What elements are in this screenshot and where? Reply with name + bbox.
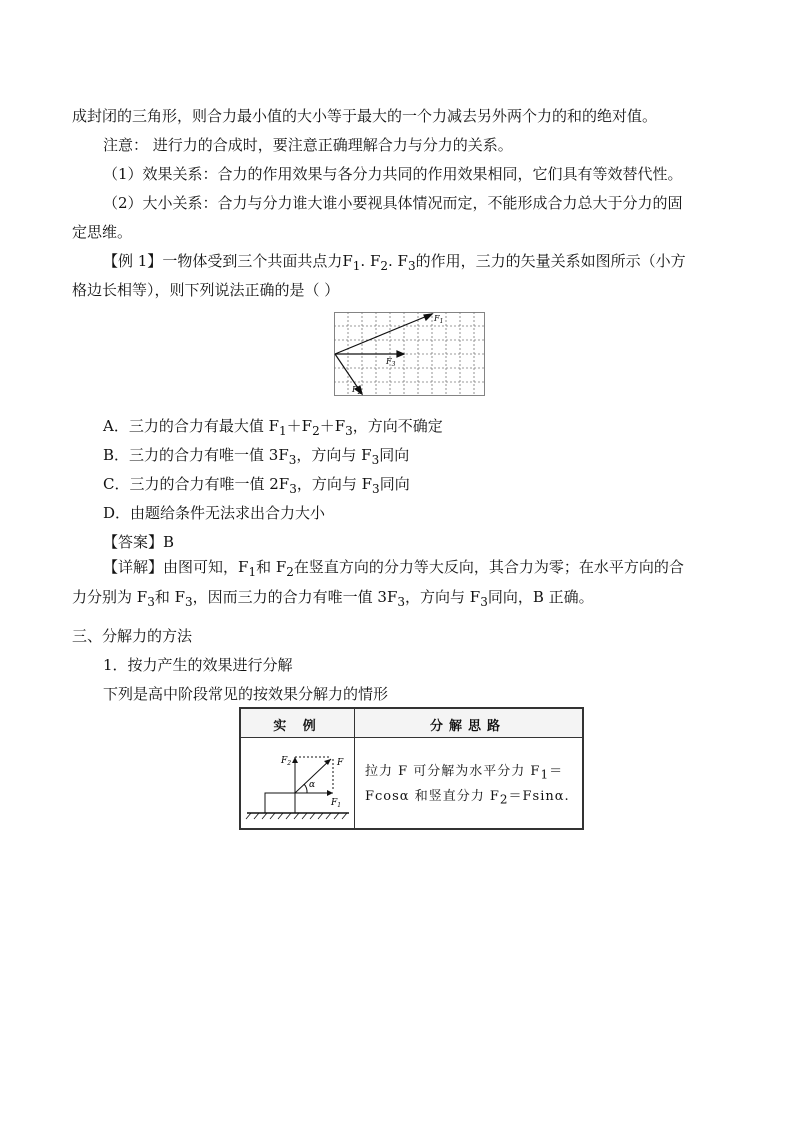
paragraph-size-relation: （2）大小关系：合力与分力谁大谁小要视具体情况而定，不能形成合力总大于分力的固 <box>103 194 683 212</box>
table-header-example: 实 例 <box>273 719 322 734</box>
label-alpha: α <box>309 780 316 790</box>
label-f1: $F_1$ <box>331 798 342 809</box>
section-title: 三、分解力的方法 <box>72 627 193 645</box>
explanation-line2: 力分别为 $F_3$和 $F_3$，因而三力的合力有唯一值 $3F_3$，方向与 $F_3$同向，B 正确。 <box>72 588 594 609</box>
paragraph-triangle: 成封闭的三角形，则合力最小值的大小等于最大的一个力减去另外两个力的和的绝对值。 <box>72 107 658 125</box>
option-b: B．三力的合力有唯一值 $3F_3$，方向与 $F_3$同向 <box>103 446 410 467</box>
section-subtitle: 1．按力产生的效果进行分解 <box>103 656 293 674</box>
arrowhead-f3 <box>397 351 404 357</box>
label-f2: $F_2$ <box>352 385 362 396</box>
label-f1: $F_1$ <box>434 314 444 325</box>
answer: 【答案】B <box>103 533 175 551</box>
example-stem-line2: 格边长相等），则下列说法正确的是（ ） <box>72 281 340 299</box>
paragraph-note: 注意： 进行力的合成时，要注意正确理解合力与分力的关系。 <box>103 136 513 154</box>
table-header-approach: 分解思路 <box>429 719 506 734</box>
example-stem-line1: 【例 1】一物体受到三个共面共点力$F_1$. $F_2$. $F_3$的作用，三力的矢量关系如图所示（小方 <box>103 252 686 273</box>
section-intro: 下列是高中阶段常见的按效果分解力的情形 <box>103 685 389 703</box>
pull-force-diagram <box>245 741 351 827</box>
explanation-line1: 【详解】由图可知，$F_1$和 $F_2$在竖直方向的分力等大反向，其合力为零；在水平方向的合 <box>103 558 684 579</box>
label-f3: $F_3$ <box>386 357 396 368</box>
decomposition-table <box>239 707 584 830</box>
option-a: A．三力的合力有最大值 $F_1+F_2+F_3$，方向不确定 <box>103 417 443 438</box>
vector-f1 <box>335 314 432 354</box>
option-d: D．由题给条件无法求出合力大小 <box>103 504 326 522</box>
block <box>265 793 295 813</box>
arrowhead-f1 <box>424 314 432 320</box>
force-vector-grid-figure <box>334 312 485 396</box>
table-description: 拉力 F 可分解为水平分力 $F_1=$ Fcosα 和竖直分力 $F_2=Fsin\alpha$. <box>365 764 570 807</box>
label-f2: $F_2$ <box>281 756 292 767</box>
paragraph-effect-relation: （1）效果关系：合力的作用效果与各分力共同的作用效果相同，它们具有等效替代性。 <box>103 165 683 183</box>
example-tag: 【例 1】 <box>103 252 163 270</box>
label-f: F <box>337 758 344 768</box>
option-c: C．三力的合力有唯一值 $2F_3$，方向与 $F_3$同向 <box>103 475 410 496</box>
paragraph-size-relation-cont: 定思维。 <box>72 223 133 241</box>
